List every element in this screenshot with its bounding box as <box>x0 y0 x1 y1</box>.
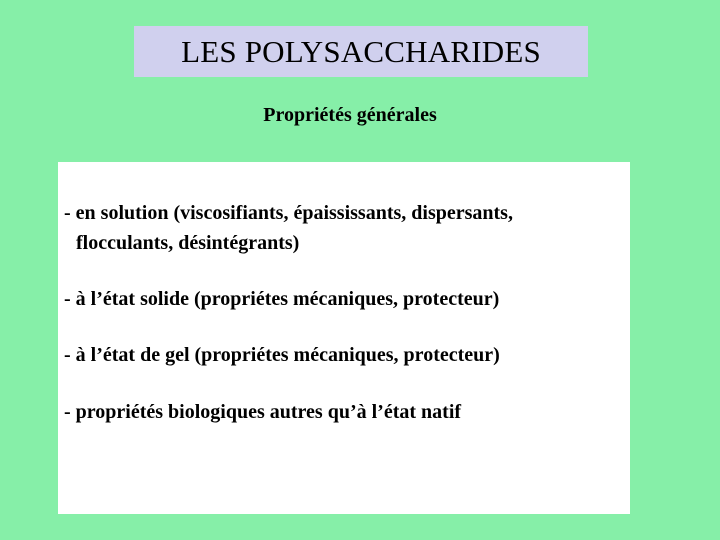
list-item-line: - à l’état de gel (propriétes mécaniques, protecteur) <box>64 344 500 366</box>
list-item-line: - en solution (viscosifiants, épaississants, dispersants, <box>64 202 513 224</box>
title-box <box>134 26 588 77</box>
list-item-gel-state <box>64 340 500 370</box>
list-item-line: - propriétés biologiques autres qu’à l’état natif <box>64 401 462 423</box>
slide-title: LES POLYSACCHARIDES <box>181 34 541 69</box>
list-item-solid-state <box>64 284 499 314</box>
content-box <box>58 162 630 514</box>
list-item-line: - à l’état solide (propriétes mécaniques, protecteur) <box>64 288 500 310</box>
slide-subtitle: Propriétés générales <box>263 104 437 126</box>
list-item-biological <box>64 397 461 427</box>
list-item-continuation: flocculants, désintégrants) <box>76 232 300 254</box>
list-item-solution <box>64 198 513 258</box>
